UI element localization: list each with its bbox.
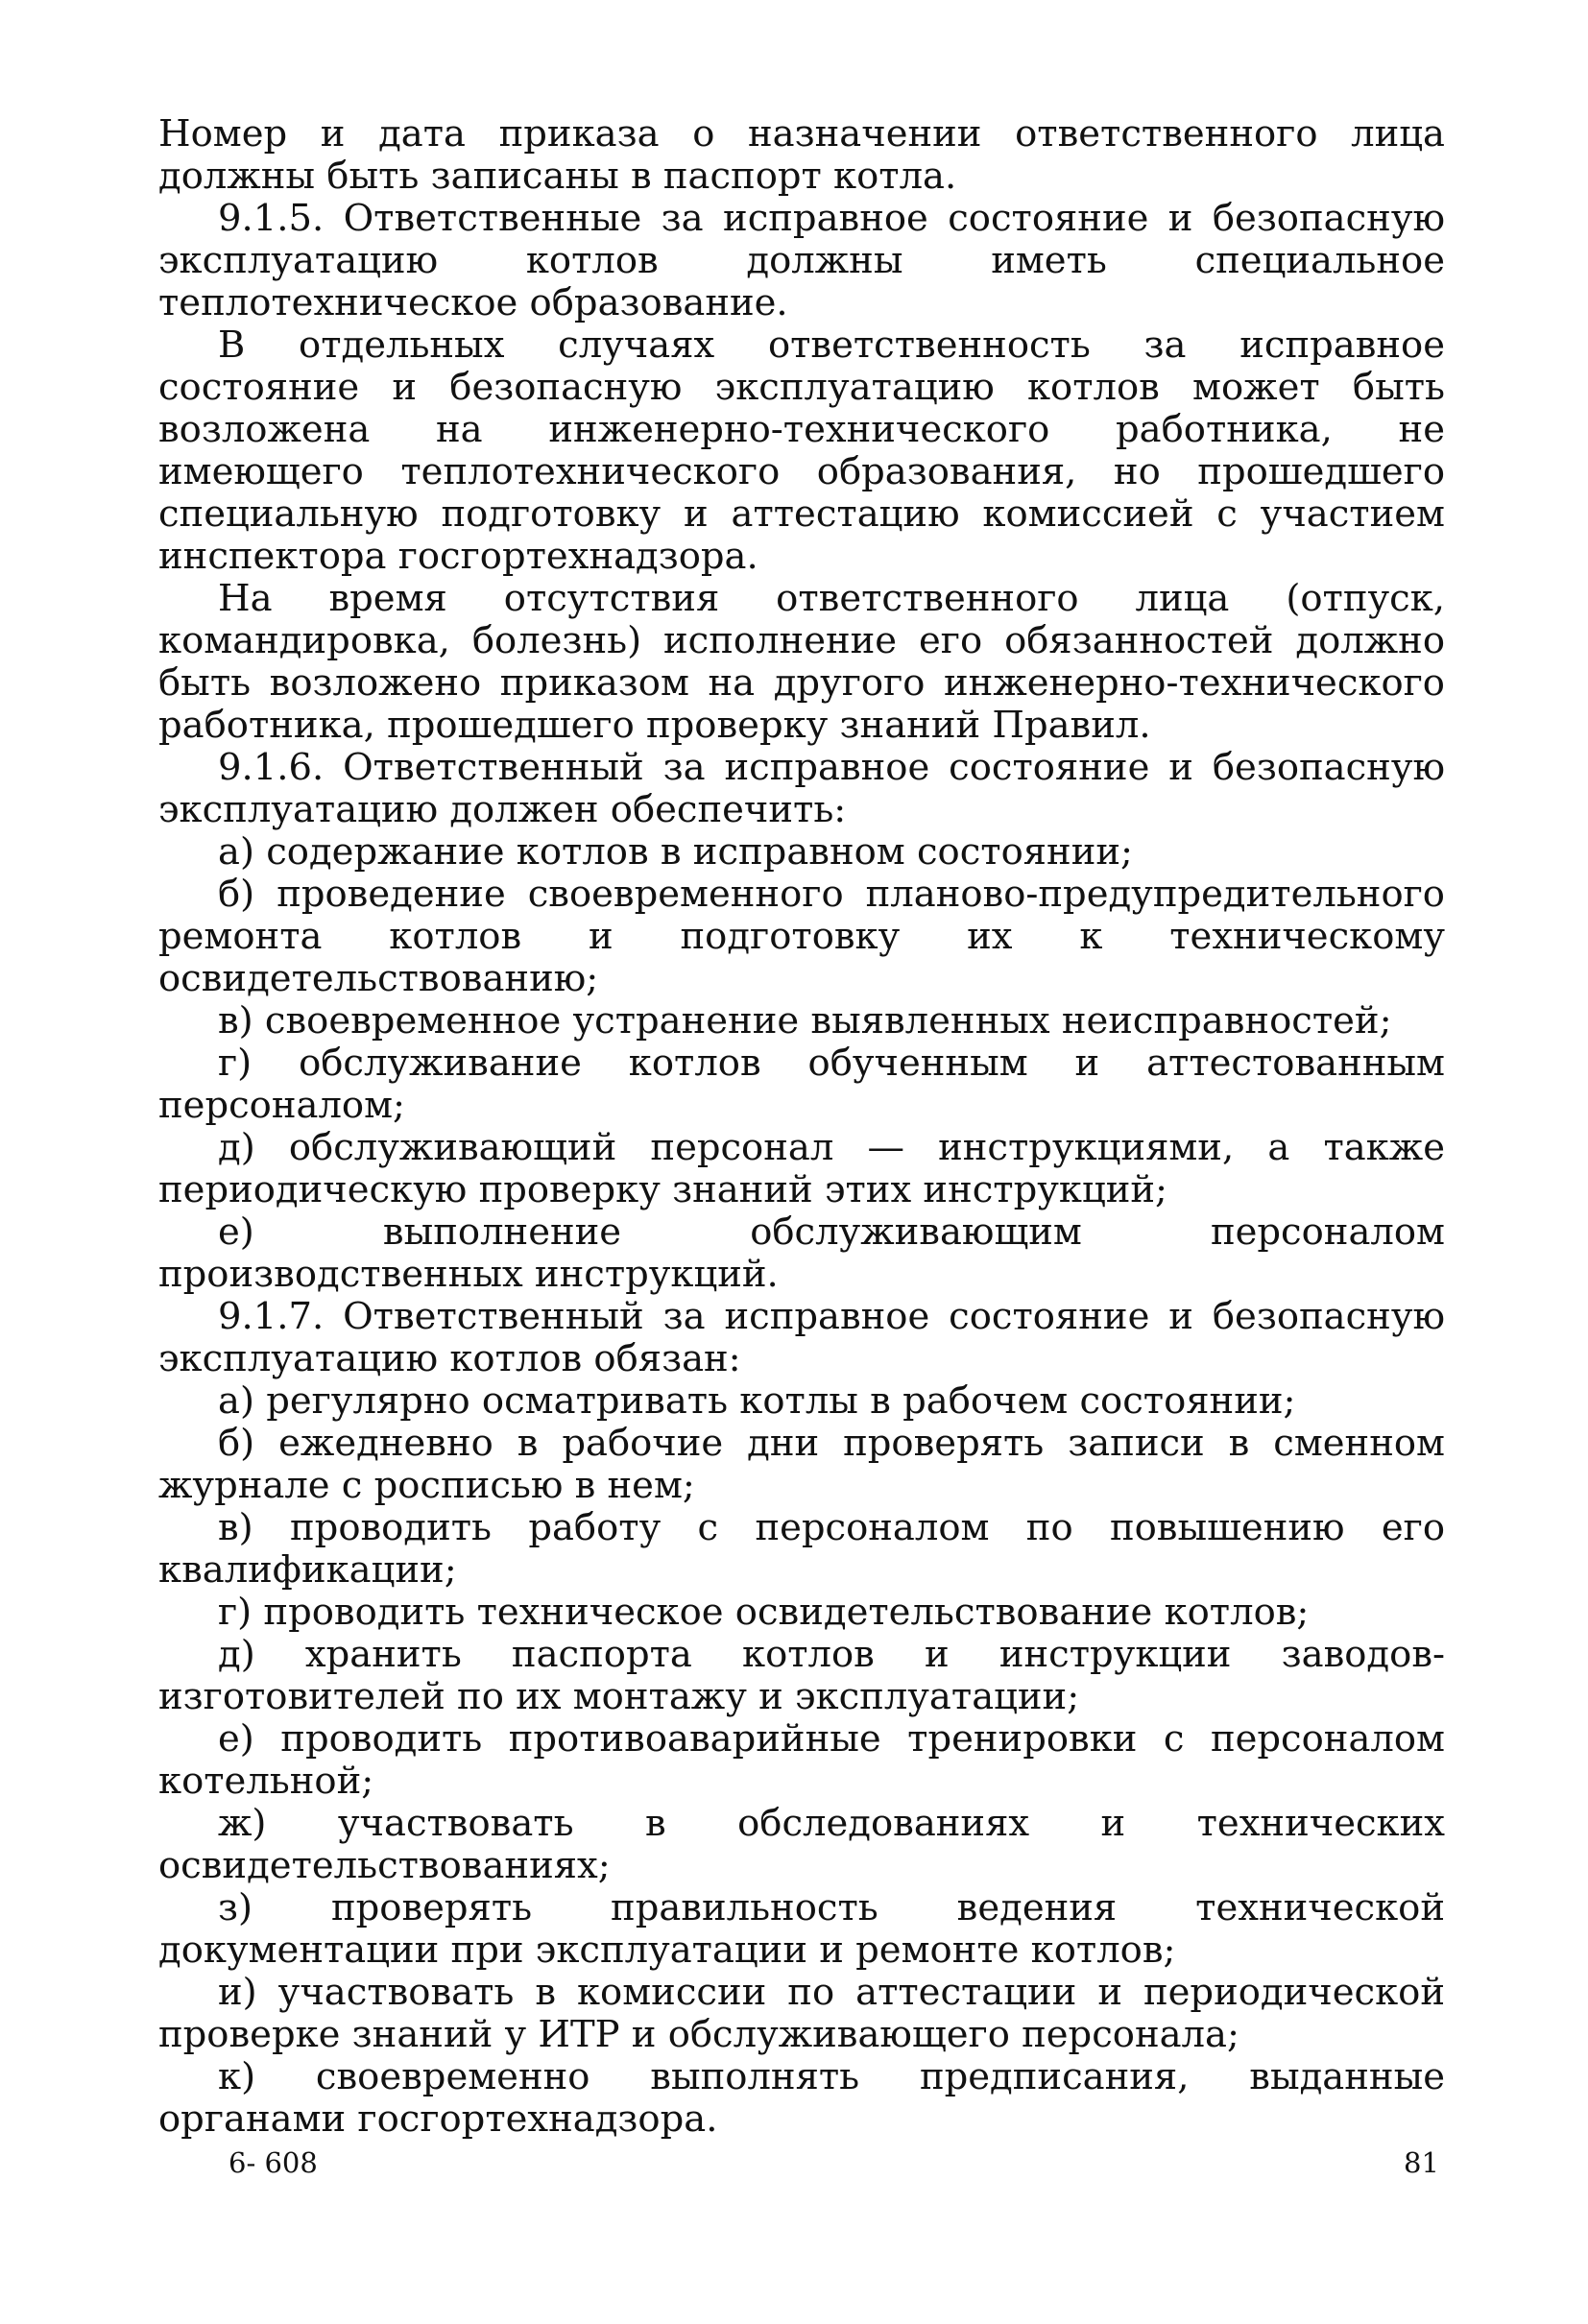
paragraph-9-1-5: 9.1.5. Ответственные за исправное состояние и безопасную эксплуатацию котлов должны иметь специальное теплотехническое образование. xyxy=(158,197,1445,324)
list-item-9-1-7-g: г) проводить техническое освидетельствование котлов; xyxy=(218,1591,1310,1634)
list-item-9-1-7-b: б) ежедневно в рабочие дни проверять записи в сменном журнале с росписью в нем; xyxy=(158,1422,1445,1507)
paragraph-exception-cases: В отдельных случаях ответственность за исправное состояние и безопасную эксплуатацию котлов может быть возложена на инженерно-технического работника, не имеющего теплотехнического образования, но прошедшего специальную подготовку и аттестацию комиссией с участием инспектора госгортехнадзора. xyxy=(158,323,1445,578)
list-item-9-1-7-a: а) регулярно осматривать котлы в рабочем состоянии; xyxy=(218,1379,1296,1423)
list-item-9-1-7-z: з) проверять правильность ведения технической документации при эксплуатации и ремонте котлов; xyxy=(158,1886,1445,1972)
page-number: 81 xyxy=(1404,2146,1439,2179)
list-item-9-1-7-i: и) участвовать в комиссии по аттестации и периодической проверке знаний у ИТР и обслуживающего персонала; xyxy=(158,1971,1445,2056)
page-footer xyxy=(0,2146,1588,2185)
list-item-9-1-7-zh: ж) участвовать в обследованиях и технических освидетельствованиях; xyxy=(158,1802,1445,1887)
list-item-9-1-7-e: е) проводить противоаварийные тренировки с персоналом котельной; xyxy=(158,1717,1445,1803)
list-item-9-1-6-v: в) своевременное устранение выявленных неисправностей; xyxy=(218,999,1392,1042)
list-item-9-1-7-k: к) своевременно выполнять предписания, выданные органами госгортехнадзора. xyxy=(158,2055,1445,2141)
list-item-9-1-7-v: в) проводить работу с персоналом по повышению его квалификации; xyxy=(158,1506,1445,1592)
paragraph-9-1-7: 9.1.7. Ответственный за исправное состояние и безопасную эксплуатацию котлов обязан: xyxy=(158,1295,1445,1380)
paragraph-9-1-6: 9.1.6. Ответственный за исправное состояние и безопасную эксплуатацию должен обеспечить: xyxy=(158,746,1445,831)
list-item-9-1-6-d: д) обслуживающий персонал — инструкциями, а также периодическую проверку знаний этих инструкций; xyxy=(158,1126,1445,1211)
list-item-9-1-6-b: б) проведение своевременного планово-предупредительного ремонта котлов и подготовку их к техническому освидетельствованию; xyxy=(158,873,1445,1000)
page-body xyxy=(158,113,1445,2141)
paragraph-appointment-record: Номер и дата приказа о назначении ответственного лица должны быть записаны в паспорт котла. xyxy=(158,112,1445,198)
signature-mark: 6- 608 xyxy=(229,2146,318,2179)
list-item-9-1-6-g: г) обслуживание котлов обученным и аттестованным персоналом; xyxy=(158,1042,1445,1127)
list-item-9-1-6-a: а) содержание котлов в исправном состоянии; xyxy=(218,830,1134,874)
list-item-9-1-7-d: д) хранить паспорта котлов и инструкции заводов-изготовителей по их монтажу и эксплуатации; xyxy=(158,1633,1445,1718)
list-item-9-1-6-e: е) выполнение обслуживающим персоналом производственных инструкций. xyxy=(158,1210,1445,1296)
paragraph-absence: На время отсутствия ответственного лица (отпуск, командировка, болезнь) исполнение его обязанностей должно быть возложено приказом на другого инженерно-технического работника, прошедшего проверку знаний Правил. xyxy=(158,577,1445,747)
